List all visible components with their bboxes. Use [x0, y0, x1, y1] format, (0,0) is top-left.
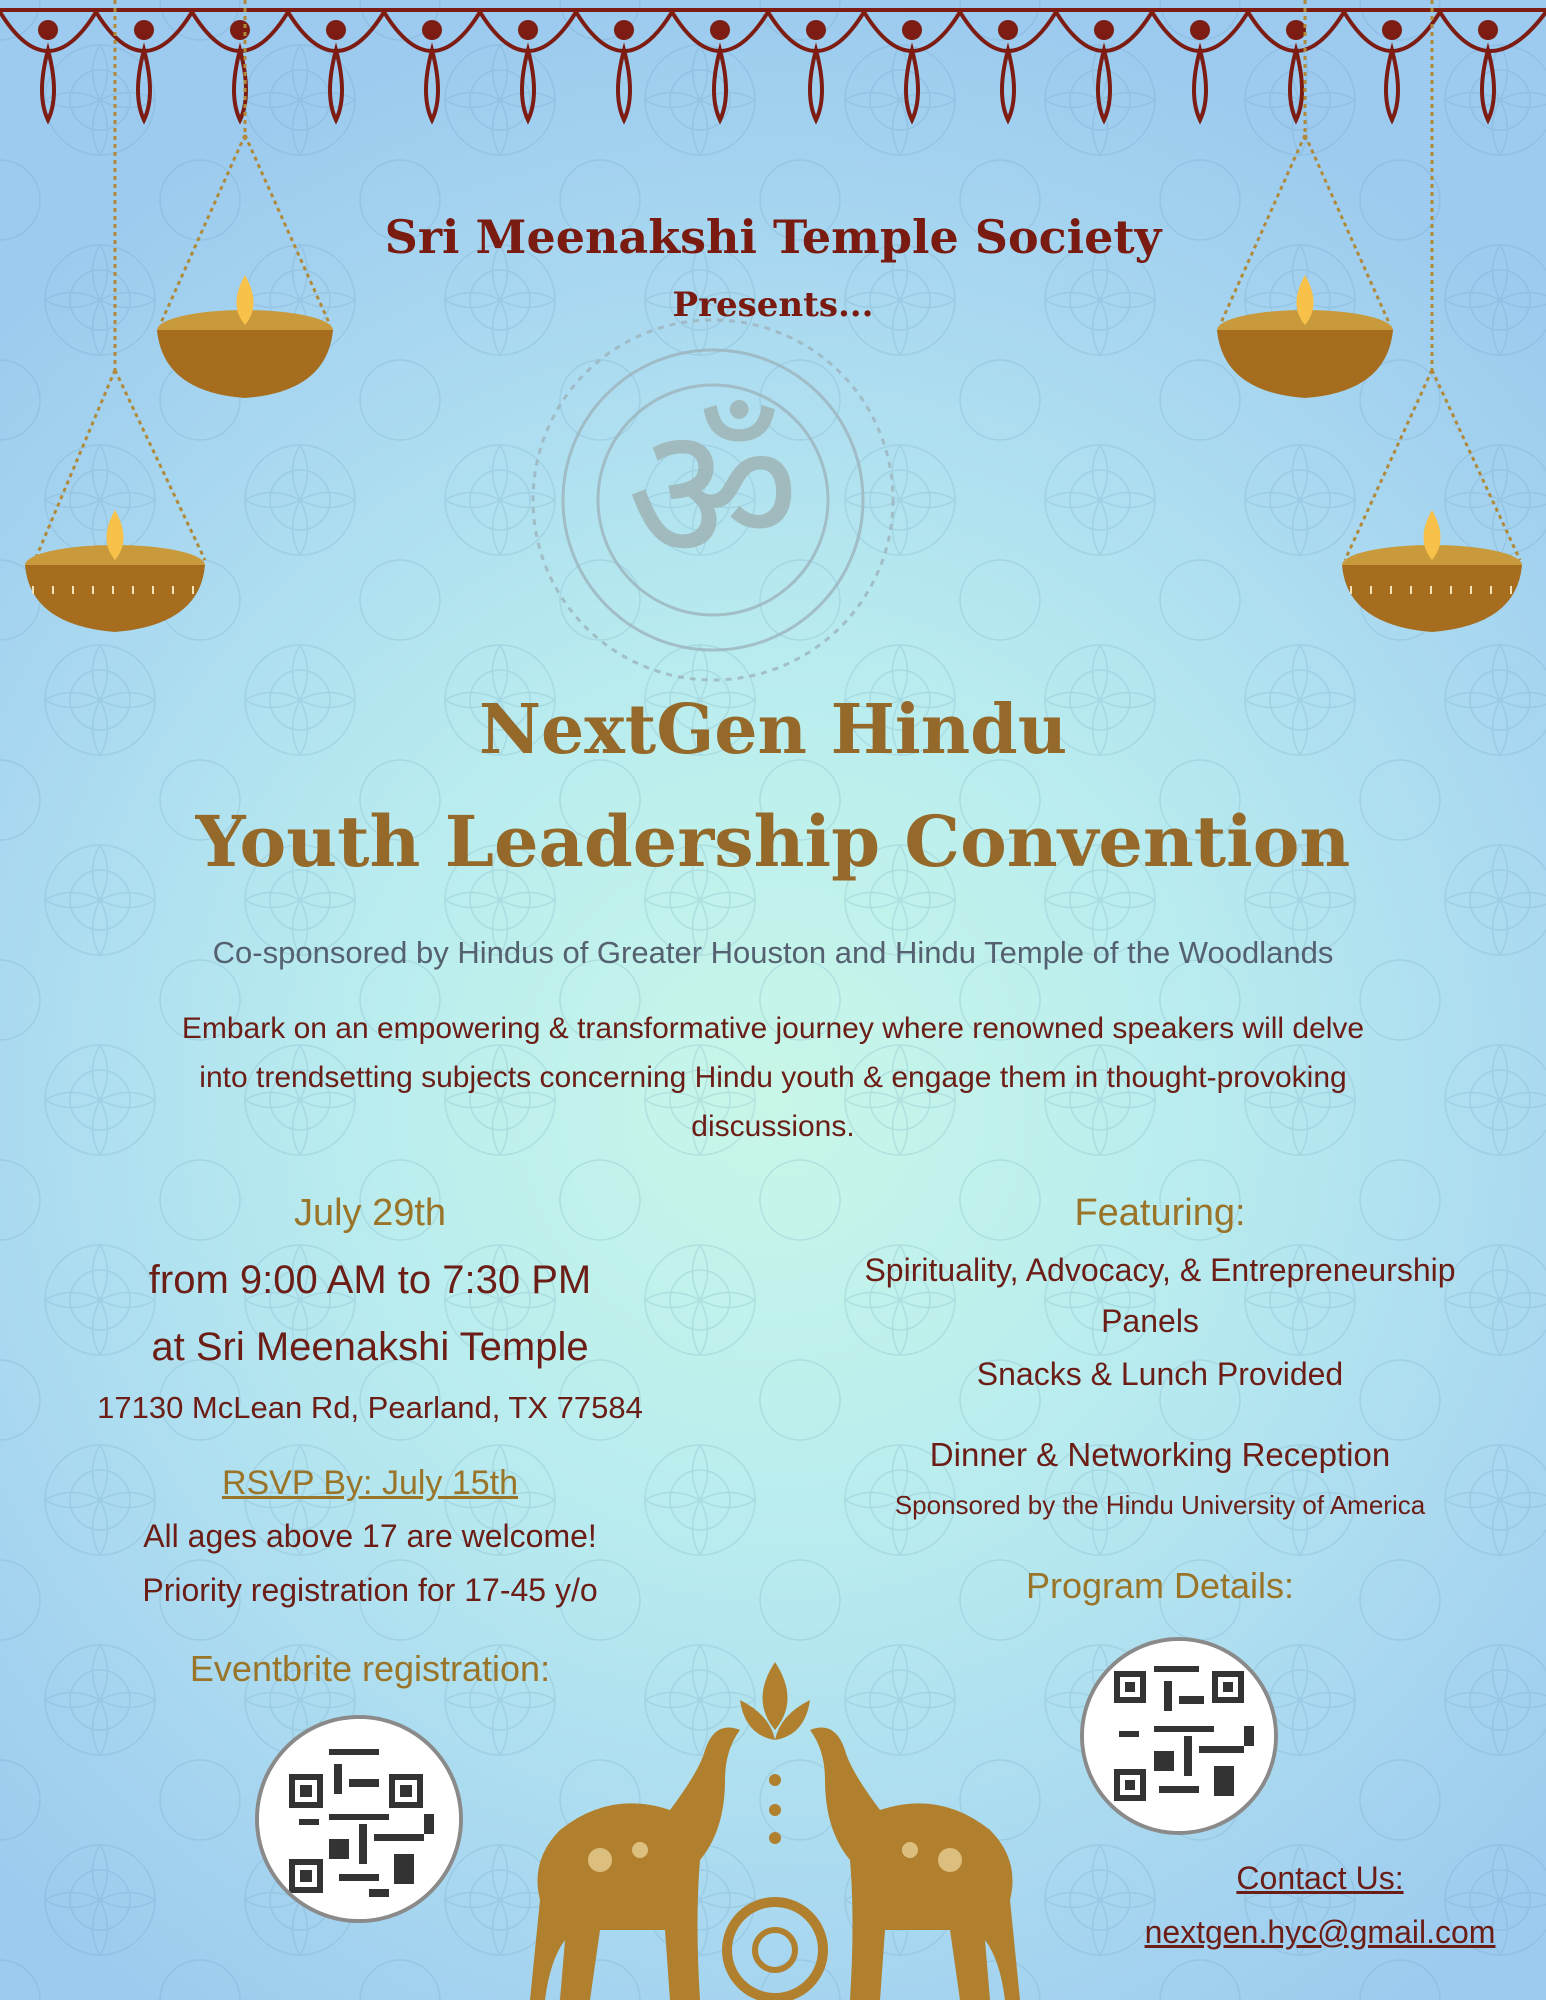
featuring-line: Panels	[1101, 1303, 1199, 1339]
ages-text: All ages above 17 are welcome!	[143, 1518, 597, 1554]
contact-email	[1100, 1914, 1540, 1951]
om-icon	[518, 305, 908, 695]
event-address: 17130 McLean Rd, Pearland, TX 77584	[97, 1390, 643, 1425]
cosponsor-text: Co-sponsored by Hindus of Greater Houston and Hindu Temple of the Woodlands	[212, 935, 1334, 970]
page-title-line1: NextGen Hindu	[478, 690, 1068, 770]
society-name: Sri Meenakshi Temple Society	[384, 210, 1162, 264]
featuring-line: Spirituality, Advocacy, & Entrepreneurship	[864, 1252, 1456, 1288]
qr-code-icon	[259, 1719, 459, 1919]
qr-code-icon	[1084, 1641, 1274, 1831]
program-qr-code-icon[interactable]	[1080, 1637, 1278, 1835]
elephant-icon	[470, 1660, 1080, 2000]
featuring-line: Snacks & Lunch Provided	[976, 1356, 1344, 1392]
contact-email-link[interactable]: nextgen.hyc@gmail.com	[1144, 1914, 1496, 1950]
event-time: from 9:00 AM to 7:30 PM	[148, 1258, 592, 1302]
program-details-label: Program Details:	[1025, 1565, 1295, 1606]
registration-label: Eventbrite registration:	[189, 1648, 551, 1689]
lotus-icon	[740, 1662, 810, 1740]
page-title-line2: Youth Leadership Convention	[195, 800, 1351, 883]
rsvp-text: RSVP By: July 15th	[221, 1464, 519, 1502]
priority-text: Priority registration for 17-45 y/o	[142, 1572, 598, 1608]
dinner-sponsor-text: Sponsored by the Hindu University of America	[894, 1490, 1426, 1520]
svg-text:ॐ: ॐ	[626, 384, 800, 605]
contact-label	[1120, 1860, 1520, 1897]
description-line: Embark on an empowering & transformative journey where renowned speakers will delve	[181, 1012, 1365, 1045]
contact-label-text: Contact Us:	[1236, 1860, 1404, 1896]
eventbrite-qr-code-icon[interactable]	[255, 1715, 463, 1923]
presents-text: Presents...	[672, 285, 874, 325]
event-date: July 29th	[293, 1192, 447, 1234]
description-line: into trendsetting subjects concerning Hindu youth & engage them in thought-provoking	[199, 1061, 1347, 1094]
featuring-heading: Featuring:	[1074, 1192, 1246, 1234]
event-venue: at Sri Meenakshi Temple	[151, 1325, 589, 1369]
description-line: discussions.	[691, 1110, 855, 1143]
dinner-text: Dinner & Networking Reception	[929, 1436, 1391, 1473]
description-text	[100, 1004, 1446, 1151]
